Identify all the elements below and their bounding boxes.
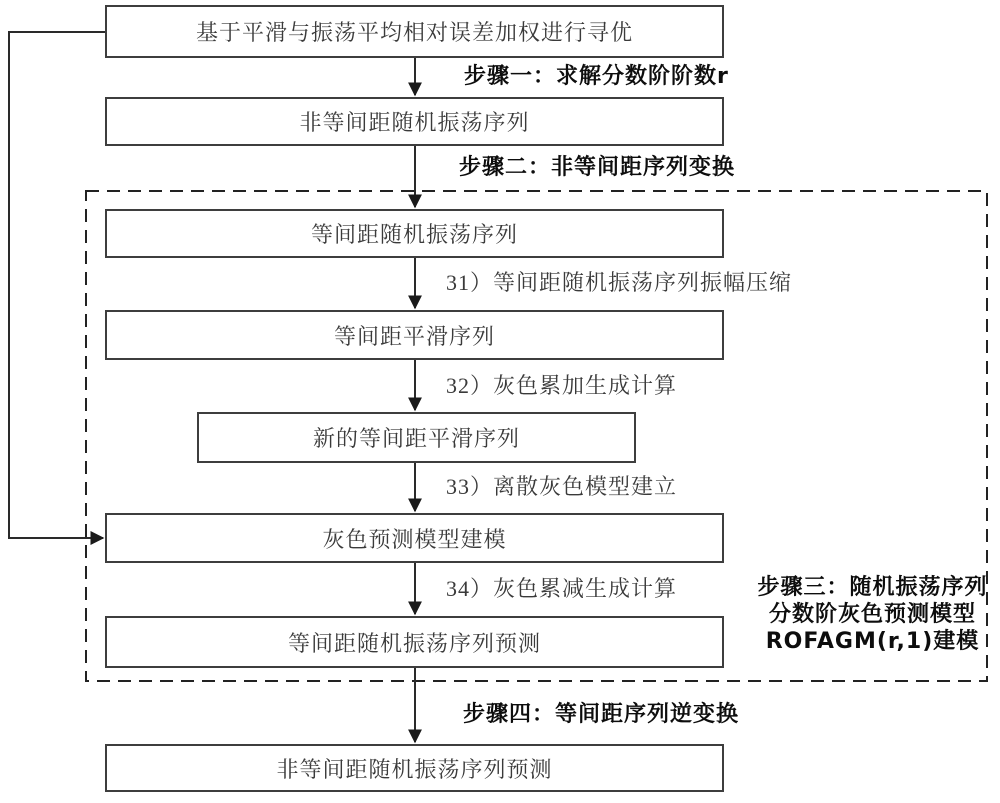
substep-34-label: 34）灰色累减生成计算: [446, 576, 678, 601]
flow-box-label: 非等间距随机振荡序列预测: [276, 756, 553, 782]
flow-box-equidistant-smooth-sequence: [105, 310, 724, 360]
flow-box-new-equidistant-smooth-sequence: [197, 412, 636, 463]
flow-box-label: 非等间距随机振荡序列: [299, 110, 530, 135]
flow-box-grey-prediction-model: [105, 513, 724, 563]
flow-box-nonequidistant-sequence: [105, 97, 724, 146]
substep-33-label: 33）离散灰色模型建立: [446, 474, 678, 499]
step2-label: 步骤二：非等间距序列变换: [459, 155, 736, 180]
substep-31-label: 31）等间距随机振荡序列振幅压缩: [446, 270, 793, 295]
flow-box-label: 新的等间距平滑序列: [312, 426, 520, 451]
flow-box-label: 等间距随机振荡序列预测: [287, 630, 541, 656]
step3-label-line1: 步骤三：随机振荡序列: [757, 575, 988, 600]
flow-box-label: 等间距平滑序列: [333, 323, 495, 349]
step3-label: [745, 574, 1000, 655]
step3-label-line2: 分数阶灰色预测模型: [768, 602, 976, 627]
flow-box-equidistant-sequence: [105, 209, 724, 258]
flow-box-optimization: [105, 5, 724, 58]
step3-label-line3: ROFAGM(r,1)建模: [765, 629, 980, 654]
feedback-arrow-box1-to-box6: [9, 32, 105, 538]
step1-label: 步骤一：求解分数阶阶数r: [464, 64, 729, 89]
flow-box-label: 等间距随机振荡序列: [310, 222, 518, 247]
substep-32-label: 32）灰色累加生成计算: [446, 373, 678, 398]
flow-box-nonequidistant-prediction: [105, 744, 724, 792]
flow-box-label: 基于平滑与振荡平均相对误差加权进行寻优: [195, 20, 633, 45]
flow-box-equidistant-prediction: [105, 616, 724, 668]
step4-label: 步骤四：等间距序列逆变换: [463, 702, 740, 727]
flow-box-label: 灰色预测模型建模: [322, 526, 507, 552]
